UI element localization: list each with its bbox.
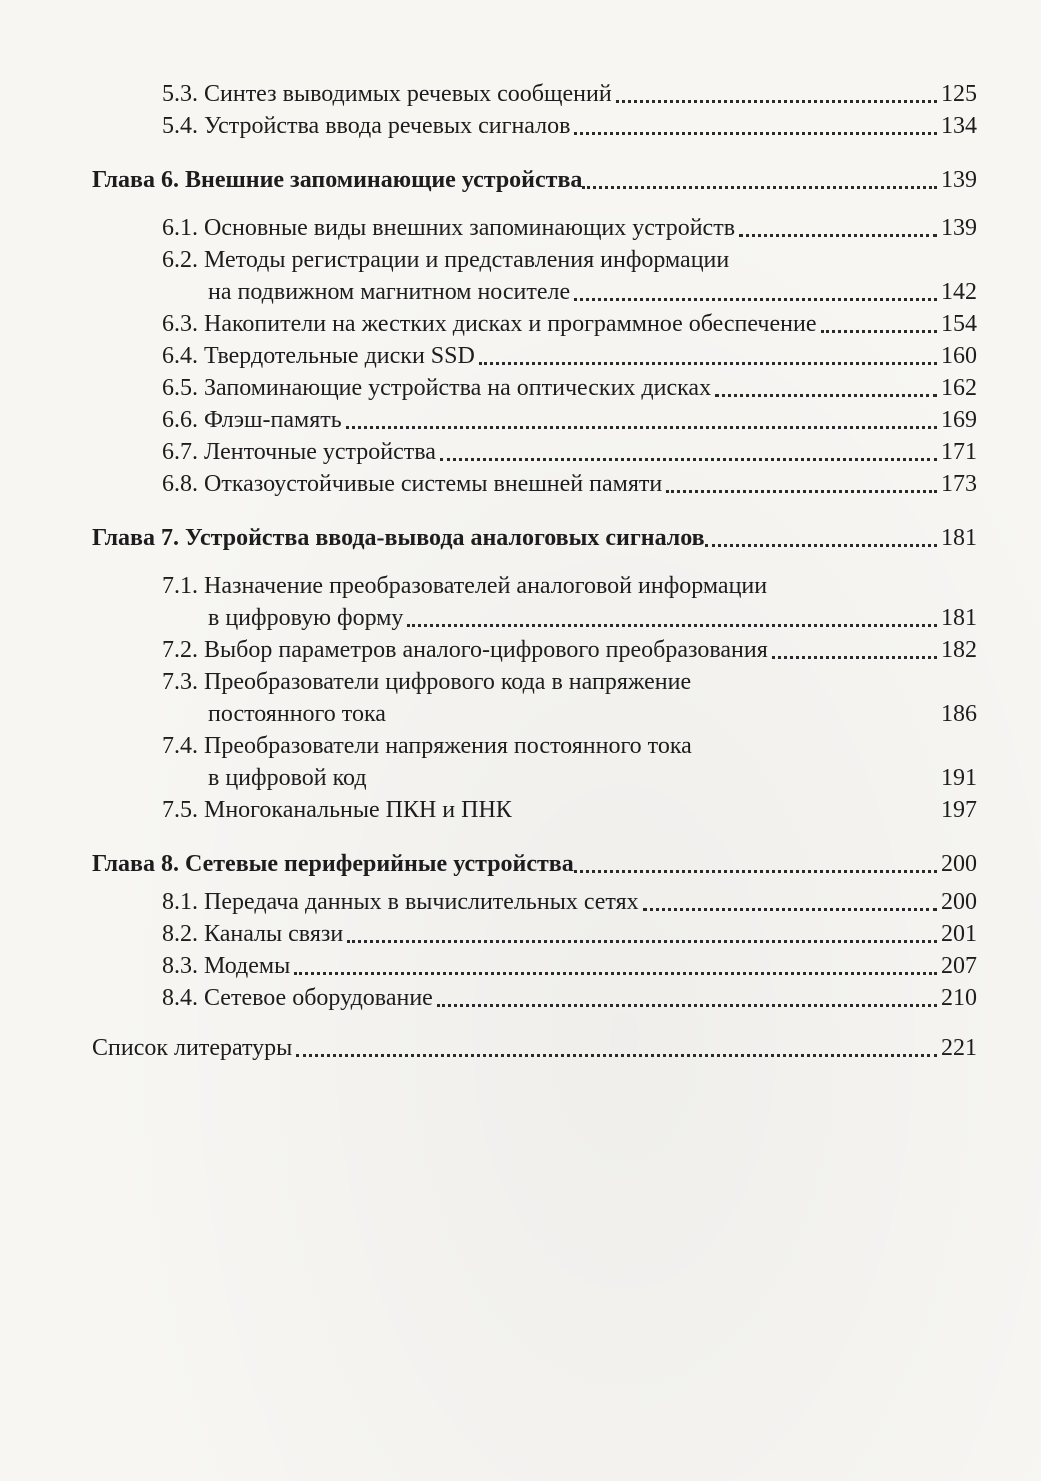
dot-leader (407, 624, 937, 627)
dot-leader (479, 362, 937, 365)
toc-entry (92, 918, 977, 950)
toc-entry-title: 6.8. Отказоустойчивые системы внешней памяти (162, 471, 663, 497)
toc-entry-page: 160 (941, 343, 977, 369)
dot-leader (666, 490, 937, 493)
toc-entry-title: 6.3. Накопители на жестких дисках и программное обеспечение (162, 311, 817, 337)
spacer (92, 1014, 977, 1032)
toc-entry-title-line1: 6.2. Методы регистрации и представления информации (162, 247, 730, 273)
dot-leader (346, 426, 937, 429)
dot-leader (296, 1054, 937, 1057)
dot-leader (390, 720, 937, 723)
toc-entry-page: 197 (941, 797, 977, 823)
spacer (92, 554, 977, 570)
toc-entry-title: 7.5. Многоканальные ПКН и ПНК (162, 797, 512, 823)
table-of-contents (92, 78, 977, 1064)
toc-entry (92, 570, 977, 634)
dot-leader (437, 1004, 937, 1007)
toc-entry-title: 8.4. Сетевое оборудование (162, 985, 433, 1011)
toc-entry (92, 982, 977, 1014)
toc-entry (92, 372, 977, 404)
toc-entry-title: 8.2. Каналы связи (162, 921, 344, 947)
toc-entry (92, 244, 977, 308)
toc-entry (92, 468, 977, 500)
toc-entry-title: 5.4. Устройства ввода речевых сигналов (162, 113, 571, 139)
dot-leader (772, 656, 937, 659)
toc-entry-title: 8.1. Передача данных в вычислительных сетях (162, 889, 639, 915)
toc-entry-page: 173 (941, 471, 977, 497)
toc-entry-title: на подвижном магнитном носителе (208, 279, 571, 305)
toc-entry-title: 6.6. Флэш-память (162, 407, 342, 433)
toc-entry (92, 340, 977, 372)
toc-entry-page: 162 (941, 375, 977, 401)
toc-entry-title: в цифровой код (208, 765, 367, 791)
toc-entry (92, 78, 977, 110)
chapter-title: Глава 6. Внешние запоминающие устройства (92, 167, 583, 193)
toc-entry (92, 886, 977, 918)
chapter-title: Глава 8. Сетевые периферийные устройства (92, 851, 574, 877)
toc-entry-page: 154 (941, 311, 977, 337)
toc-entry-page: 221 (941, 1035, 977, 1061)
chapter-page: 139 (941, 167, 977, 193)
dot-leader (582, 186, 937, 189)
toc-entry-title: 5.3. Синтез выводимых речевых сообщений (162, 81, 612, 107)
toc-entry-title: 6.1. Основные виды внешних запоминающих устройств (162, 215, 736, 241)
dot-leader (294, 972, 937, 975)
chapter-title: Глава 7. Устройства ввода-вывода аналоговых сигналов (92, 525, 705, 551)
toc-entry (92, 730, 977, 794)
toc-entry-page: 142 (941, 279, 977, 305)
dot-leader (574, 298, 937, 301)
toc-entry-page: 207 (941, 953, 977, 979)
toc-entry-page: 182 (941, 637, 977, 663)
spacer (92, 142, 977, 164)
toc-entry (92, 634, 977, 666)
toc-entry-page: 201 (941, 921, 977, 947)
toc-entry-title-line1: 7.4. Преобразователи напряжения постоянного тока (162, 733, 692, 759)
dot-leader (574, 132, 937, 135)
dot-leader (616, 100, 937, 103)
chapter-page: 181 (941, 525, 977, 551)
toc-entry-title-line1: 7.1. Назначение преобразователей аналоговой информации (162, 573, 768, 599)
toc-entry-page: 134 (941, 113, 977, 139)
toc-entry-page: 210 (941, 985, 977, 1011)
toc-entry-page: 181 (941, 605, 977, 631)
toc-entry-title: Список литературы (92, 1035, 293, 1061)
spacer (92, 826, 977, 848)
toc-entry-page: 200 (941, 889, 977, 915)
toc-entry-title: 6.4. Твердотельные диски SSD (162, 343, 475, 369)
dot-leader (705, 544, 937, 547)
toc-entry (92, 950, 977, 982)
toc-entry-page: 169 (941, 407, 977, 433)
dot-leader (821, 330, 938, 333)
spacer (92, 500, 977, 522)
toc-entry (92, 308, 977, 340)
spacer (92, 196, 977, 212)
dot-leader (440, 458, 937, 461)
toc-entry-page: 125 (941, 81, 977, 107)
toc-entry-page: 186 (941, 701, 977, 727)
toc-entry (92, 404, 977, 436)
dot-leader (643, 908, 937, 911)
dot-leader (371, 784, 937, 787)
toc-entry (92, 666, 977, 730)
toc-entry (92, 212, 977, 244)
dot-leader (715, 394, 937, 397)
dot-leader (739, 234, 937, 237)
dot-leader (516, 816, 937, 819)
chapter-page: 200 (941, 851, 977, 877)
toc-entry-page: 171 (941, 439, 977, 465)
toc-entry (92, 110, 977, 142)
toc-entry (92, 436, 977, 468)
toc-entry-title: 6.5. Запоминающие устройства на оптических дисках (162, 375, 712, 401)
toc-chapter-6 (92, 164, 977, 196)
toc-chapter-8 (92, 848, 977, 880)
toc-entry-page: 139 (941, 215, 977, 241)
toc-entry-title: постоянного тока (208, 701, 386, 727)
toc-entry-title-line1: 7.3. Преобразователи цифрового кода в напряжение (162, 669, 692, 695)
dot-leader (347, 940, 937, 943)
toc-entry (92, 794, 977, 826)
toc-entry-title: 7.2. Выбор параметров аналого-цифрового преобразования (162, 637, 768, 663)
toc-literature (92, 1032, 977, 1064)
toc-entry-title: 8.3. Модемы (162, 953, 291, 979)
toc-chapter-7 (92, 522, 977, 554)
dot-leader (574, 870, 937, 873)
toc-entry-page: 191 (941, 765, 977, 791)
toc-entry-title: 6.7. Ленточные устройства (162, 439, 436, 465)
toc-entry-title: в цифровую форму (208, 605, 404, 631)
